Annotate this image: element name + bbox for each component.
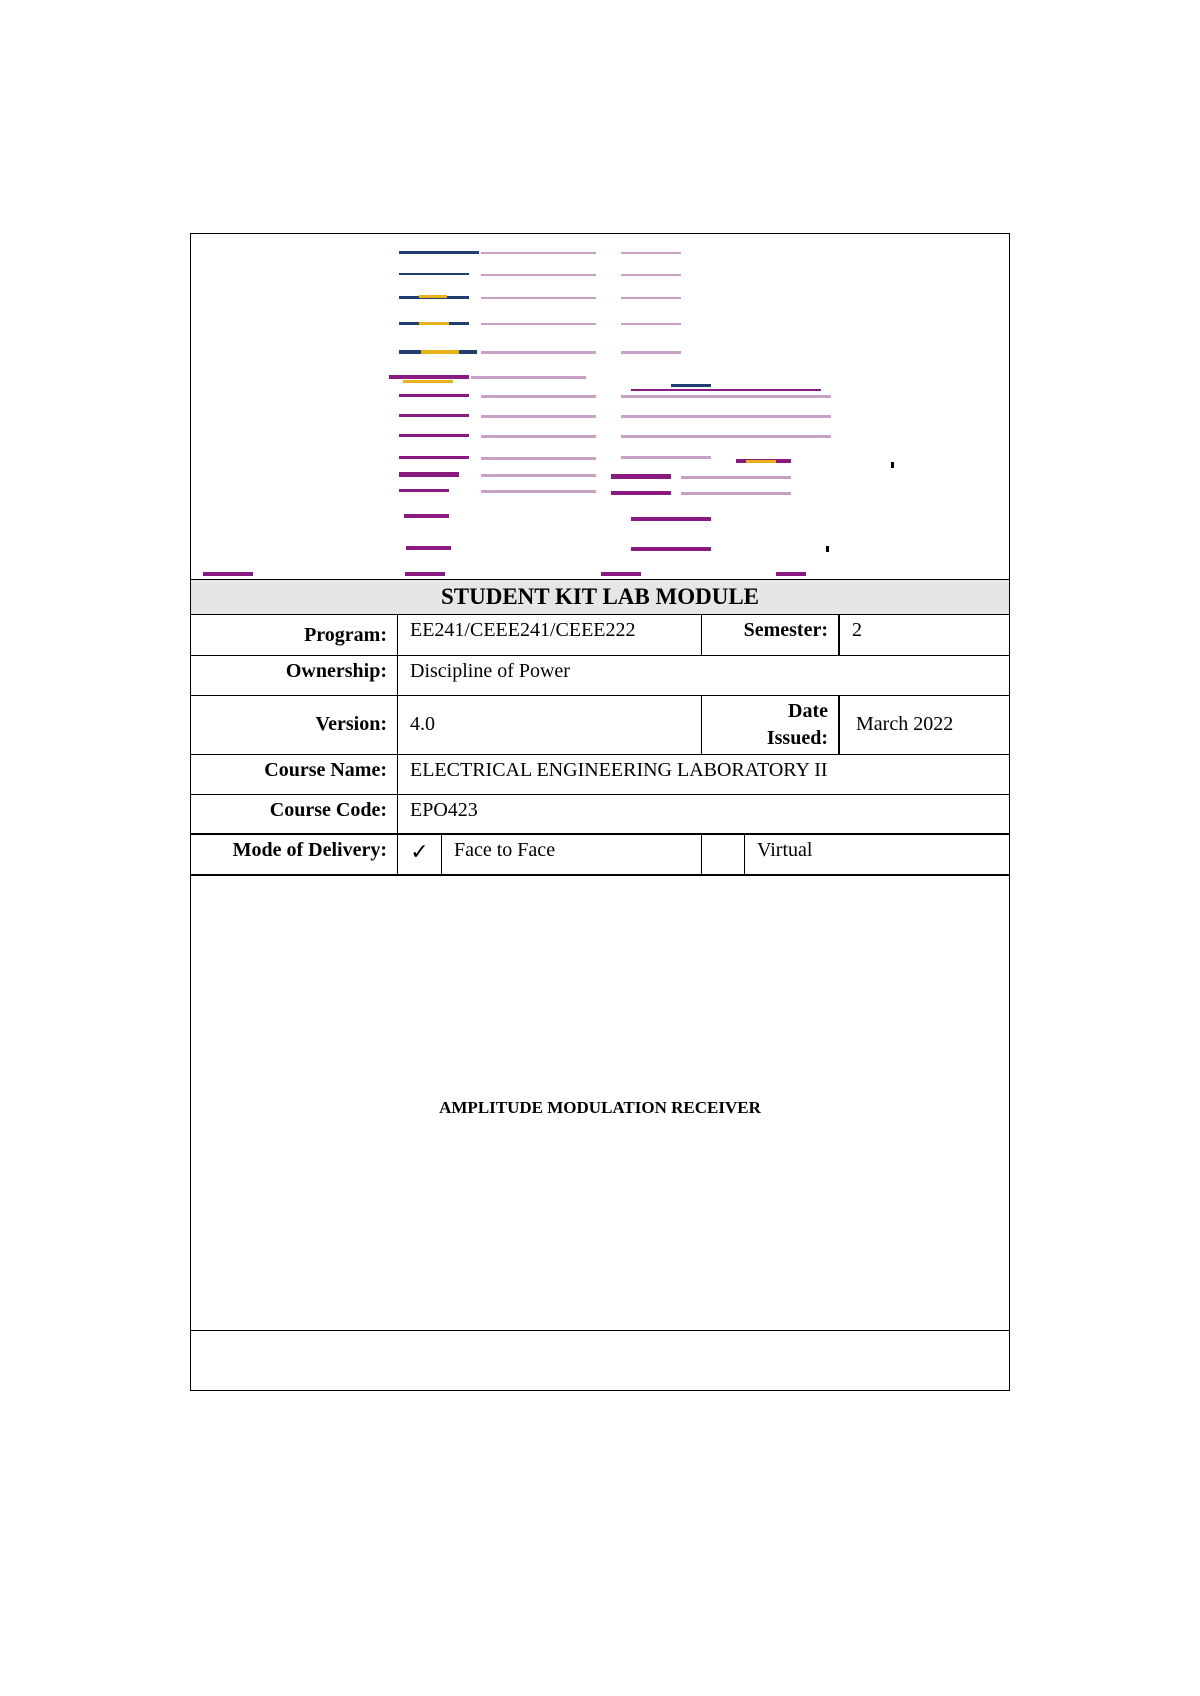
date-issued-value: March 2022 [838, 696, 1009, 754]
course-name-label: Course Name: [264, 759, 387, 781]
course-name-value: ELECTRICAL ENGINEERING LABORATORY II [397, 755, 1009, 794]
virtual-label: Virtual [744, 835, 1009, 874]
course-code-label: Course Code: [269, 799, 387, 821]
version-value: 4.0 [397, 696, 701, 754]
semester-value: 2 [838, 615, 1009, 655]
face-to-face-label: Face to Face [441, 835, 701, 874]
program-row [191, 615, 1009, 656]
version-row [191, 696, 1009, 755]
cover-frame [190, 233, 1010, 1391]
ownership-value: Discipline of Power [397, 656, 1009, 695]
logo-svg [191, 234, 1009, 579]
delivery-row [191, 835, 1009, 876]
course-name-row [191, 755, 1009, 795]
date-issued-label-line1: Date [788, 700, 828, 722]
face-to-face-checkbox[interactable]: ✓ [397, 835, 441, 874]
bottom-divider [191, 1330, 1009, 1331]
ownership-row [191, 656, 1009, 696]
date-issued-label [701, 696, 838, 754]
kit-header: STUDENT KIT LAB MODULE [191, 579, 1009, 615]
program-value: EE241/CEEE241/CEEE222 [397, 615, 701, 655]
version-label: Version: [315, 713, 387, 735]
virtual-checkbox[interactable] [701, 835, 744, 874]
logo-text-strokes [471, 252, 831, 495]
module-title: AMPLITUDE MODULATION RECEIVER [439, 1098, 761, 1117]
delivery-label: Mode of Delivery: [232, 839, 387, 861]
program-label: Program: [304, 624, 387, 646]
logo-bars [203, 251, 479, 576]
semester-label: Semester: [701, 615, 838, 655]
course-code-row [191, 795, 1009, 835]
course-code-value: EPO423 [397, 795, 1009, 833]
logo-graphic [191, 234, 1009, 579]
ownership-label: Ownership: [285, 660, 387, 682]
logo-accents [601, 384, 894, 576]
date-issued-label-line2: Issued: [766, 727, 828, 749]
